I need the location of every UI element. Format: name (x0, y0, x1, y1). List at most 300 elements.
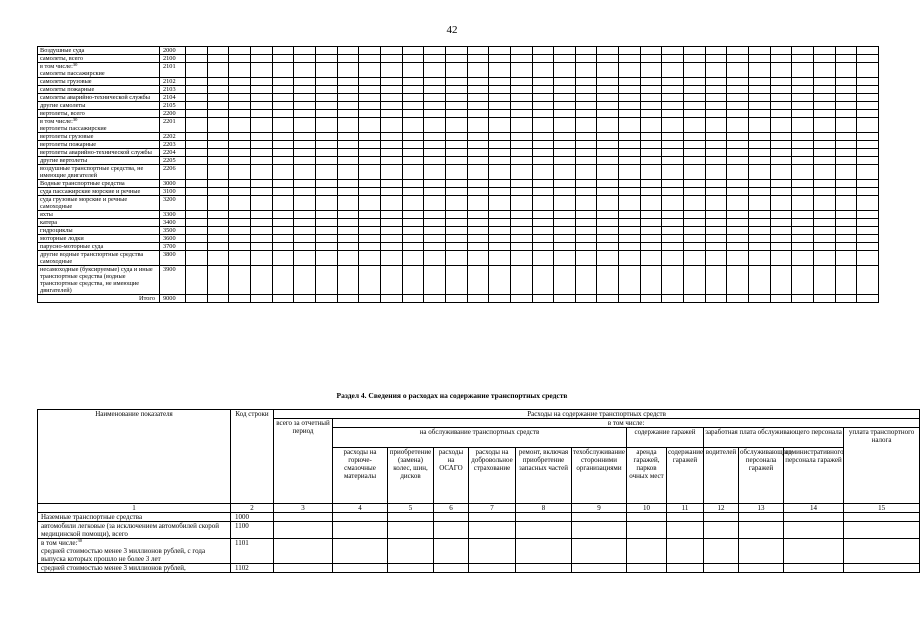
value-cell[interactable] (844, 522, 920, 539)
value-cell[interactable] (272, 188, 294, 196)
value-cell[interactable] (597, 251, 619, 266)
value-cell[interactable] (575, 180, 597, 188)
value-cell[interactable] (359, 235, 381, 243)
value-cell[interactable] (315, 211, 337, 219)
value-cell[interactable] (619, 243, 641, 251)
value-cell[interactable] (315, 188, 337, 196)
value-cell[interactable] (749, 55, 771, 63)
value-cell[interactable] (684, 94, 706, 102)
value-cell[interactable] (597, 235, 619, 243)
value-cell[interactable] (467, 235, 489, 243)
value-cell[interactable] (207, 149, 229, 157)
value-cell[interactable] (315, 149, 337, 157)
value-cell[interactable] (640, 295, 662, 303)
value-cell[interactable] (749, 251, 771, 266)
value-cell[interactable] (315, 227, 337, 235)
value-cell[interactable] (640, 118, 662, 133)
value-cell[interactable] (857, 251, 879, 266)
value-cell[interactable] (784, 522, 844, 539)
value-cell[interactable] (186, 243, 208, 251)
value-cell[interactable] (337, 55, 359, 63)
value-cell[interactable] (814, 165, 836, 180)
value-cell[interactable] (489, 235, 511, 243)
value-cell[interactable] (792, 235, 814, 243)
value-cell[interactable] (770, 149, 792, 157)
value-cell[interactable] (619, 118, 641, 133)
value-cell[interactable] (857, 102, 879, 110)
value-cell[interactable] (619, 63, 641, 78)
value-cell[interactable] (402, 149, 424, 157)
value-cell[interactable] (640, 133, 662, 141)
value-cell[interactable] (467, 188, 489, 196)
value-cell[interactable] (704, 513, 739, 522)
value-cell[interactable] (489, 165, 511, 180)
value-cell[interactable] (554, 102, 576, 110)
value-cell[interactable] (294, 165, 316, 180)
value-cell[interactable] (640, 227, 662, 235)
value-cell[interactable] (272, 157, 294, 165)
value-cell[interactable] (380, 211, 402, 219)
value-cell[interactable] (684, 243, 706, 251)
value-cell[interactable] (445, 251, 467, 266)
value-cell[interactable] (727, 63, 749, 78)
value-cell[interactable] (554, 78, 576, 86)
value-cell[interactable] (814, 196, 836, 211)
value-cell[interactable] (207, 295, 229, 303)
value-cell[interactable] (727, 110, 749, 118)
value-cell[interactable] (388, 564, 434, 573)
value-cell[interactable] (250, 235, 272, 243)
value-cell[interactable] (684, 165, 706, 180)
value-cell[interactable] (489, 227, 511, 235)
value-cell[interactable] (662, 188, 684, 196)
value-cell[interactable] (575, 266, 597, 295)
value-cell[interactable] (510, 47, 532, 55)
value-cell[interactable] (380, 266, 402, 295)
value-cell[interactable] (532, 180, 554, 188)
value-cell[interactable] (554, 118, 576, 133)
value-cell[interactable] (814, 211, 836, 219)
value-cell[interactable] (640, 196, 662, 211)
value-cell[interactable] (250, 266, 272, 295)
value-cell[interactable] (575, 211, 597, 219)
value-cell[interactable] (835, 110, 857, 118)
value-cell[interactable] (294, 55, 316, 63)
value-cell[interactable] (835, 180, 857, 188)
value-cell[interactable] (727, 165, 749, 180)
value-cell[interactable] (844, 513, 920, 522)
value-cell[interactable] (337, 211, 359, 219)
value-cell[interactable] (315, 102, 337, 110)
value-cell[interactable] (272, 149, 294, 157)
value-cell[interactable] (467, 133, 489, 141)
value-cell[interactable] (532, 196, 554, 211)
value-cell[interactable] (684, 63, 706, 78)
value-cell[interactable] (294, 180, 316, 188)
value-cell[interactable] (250, 94, 272, 102)
value-cell[interactable] (315, 196, 337, 211)
value-cell[interactable] (532, 188, 554, 196)
value-cell[interactable] (532, 55, 554, 63)
value-cell[interactable] (359, 102, 381, 110)
value-cell[interactable] (402, 235, 424, 243)
value-cell[interactable] (705, 180, 727, 188)
value-cell[interactable] (380, 78, 402, 86)
value-cell[interactable] (337, 118, 359, 133)
value-cell[interactable] (315, 251, 337, 266)
value-cell[interactable] (467, 110, 489, 118)
value-cell[interactable] (814, 47, 836, 55)
value-cell[interactable] (467, 63, 489, 78)
value-cell[interactable] (554, 63, 576, 78)
value-cell[interactable] (337, 227, 359, 235)
value-cell[interactable] (250, 47, 272, 55)
value-cell[interactable] (229, 165, 251, 180)
value-cell[interactable] (857, 227, 879, 235)
value-cell[interactable] (749, 149, 771, 157)
value-cell[interactable] (532, 133, 554, 141)
value-cell[interactable] (532, 78, 554, 86)
value-cell[interactable] (835, 235, 857, 243)
value-cell[interactable] (274, 513, 333, 522)
value-cell[interactable] (207, 266, 229, 295)
value-cell[interactable] (770, 211, 792, 219)
value-cell[interactable] (554, 94, 576, 102)
value-cell[interactable] (532, 47, 554, 55)
value-cell[interactable] (554, 110, 576, 118)
value-cell[interactable] (619, 211, 641, 219)
value-cell[interactable] (739, 522, 784, 539)
value-cell[interactable] (359, 133, 381, 141)
value-cell[interactable] (667, 539, 704, 564)
value-cell[interactable] (792, 211, 814, 219)
value-cell[interactable] (445, 243, 467, 251)
value-cell[interactable] (662, 180, 684, 188)
value-cell[interactable] (402, 196, 424, 211)
value-cell[interactable] (424, 102, 446, 110)
value-cell[interactable] (510, 110, 532, 118)
value-cell[interactable] (739, 539, 784, 564)
value-cell[interactable] (274, 539, 333, 564)
value-cell[interactable] (662, 86, 684, 94)
value-cell[interactable] (749, 295, 771, 303)
value-cell[interactable] (294, 86, 316, 94)
value-cell[interactable] (640, 157, 662, 165)
value-cell[interactable] (510, 63, 532, 78)
value-cell[interactable] (229, 133, 251, 141)
value-cell[interactable] (186, 235, 208, 243)
value-cell[interactable] (554, 219, 576, 227)
value-cell[interactable] (814, 110, 836, 118)
value-cell[interactable] (186, 211, 208, 219)
value-cell[interactable] (749, 94, 771, 102)
value-cell[interactable] (662, 295, 684, 303)
value-cell[interactable] (207, 133, 229, 141)
value-cell[interactable] (640, 78, 662, 86)
value-cell[interactable] (333, 564, 388, 573)
value-cell[interactable] (640, 149, 662, 157)
value-cell[interactable] (380, 102, 402, 110)
value-cell[interactable] (727, 133, 749, 141)
value-cell[interactable] (705, 86, 727, 94)
value-cell[interactable] (792, 94, 814, 102)
value-cell[interactable] (337, 63, 359, 78)
value-cell[interactable] (207, 227, 229, 235)
value-cell[interactable] (272, 118, 294, 133)
value-cell[interactable] (575, 295, 597, 303)
value-cell[interactable] (684, 78, 706, 86)
value-cell[interactable] (814, 149, 836, 157)
value-cell[interactable] (844, 564, 920, 573)
value-cell[interactable] (229, 211, 251, 219)
value-cell[interactable] (835, 295, 857, 303)
value-cell[interactable] (186, 110, 208, 118)
value-cell[interactable] (402, 165, 424, 180)
value-cell[interactable] (572, 564, 627, 573)
value-cell[interactable] (814, 141, 836, 149)
value-cell[interactable] (705, 235, 727, 243)
value-cell[interactable] (359, 149, 381, 157)
value-cell[interactable] (814, 118, 836, 133)
value-cell[interactable] (186, 118, 208, 133)
value-cell[interactable] (532, 118, 554, 133)
value-cell[interactable] (467, 196, 489, 211)
value-cell[interactable] (792, 295, 814, 303)
value-cell[interactable] (640, 165, 662, 180)
value-cell[interactable] (402, 180, 424, 188)
value-cell[interactable] (684, 86, 706, 94)
value-cell[interactable] (814, 266, 836, 295)
value-cell[interactable] (380, 55, 402, 63)
value-cell[interactable] (597, 243, 619, 251)
value-cell[interactable] (294, 149, 316, 157)
value-cell[interactable] (792, 180, 814, 188)
value-cell[interactable] (532, 211, 554, 219)
value-cell[interactable] (402, 94, 424, 102)
value-cell[interactable] (445, 141, 467, 149)
value-cell[interactable] (662, 165, 684, 180)
value-cell[interactable] (380, 219, 402, 227)
value-cell[interactable] (770, 141, 792, 149)
value-cell[interactable] (597, 211, 619, 219)
value-cell[interactable] (662, 63, 684, 78)
value-cell[interactable] (814, 235, 836, 243)
value-cell[interactable] (835, 227, 857, 235)
value-cell[interactable] (207, 180, 229, 188)
value-cell[interactable] (445, 133, 467, 141)
value-cell[interactable] (597, 165, 619, 180)
value-cell[interactable] (272, 196, 294, 211)
value-cell[interactable] (704, 522, 739, 539)
value-cell[interactable] (315, 133, 337, 141)
value-cell[interactable] (749, 180, 771, 188)
value-cell[interactable] (532, 63, 554, 78)
value-cell[interactable] (467, 251, 489, 266)
value-cell[interactable] (186, 133, 208, 141)
value-cell[interactable] (619, 149, 641, 157)
value-cell[interactable] (469, 522, 516, 539)
value-cell[interactable] (402, 295, 424, 303)
value-cell[interactable] (727, 102, 749, 110)
value-cell[interactable] (402, 118, 424, 133)
value-cell[interactable] (272, 133, 294, 141)
value-cell[interactable] (575, 149, 597, 157)
value-cell[interactable] (749, 63, 771, 78)
value-cell[interactable] (575, 251, 597, 266)
value-cell[interactable] (207, 188, 229, 196)
value-cell[interactable] (705, 157, 727, 165)
value-cell[interactable] (229, 251, 251, 266)
value-cell[interactable] (424, 196, 446, 211)
value-cell[interactable] (294, 133, 316, 141)
value-cell[interactable] (575, 165, 597, 180)
value-cell[interactable] (627, 539, 667, 564)
value-cell[interactable] (532, 219, 554, 227)
value-cell[interactable] (489, 118, 511, 133)
value-cell[interactable] (186, 157, 208, 165)
value-cell[interactable] (272, 63, 294, 78)
value-cell[interactable] (770, 102, 792, 110)
value-cell[interactable] (792, 78, 814, 86)
value-cell[interactable] (469, 539, 516, 564)
value-cell[interactable] (207, 157, 229, 165)
value-cell[interactable] (575, 219, 597, 227)
value-cell[interactable] (575, 133, 597, 141)
value-cell[interactable] (684, 227, 706, 235)
value-cell[interactable] (434, 539, 469, 564)
value-cell[interactable] (337, 94, 359, 102)
value-cell[interactable] (554, 266, 576, 295)
value-cell[interactable] (814, 55, 836, 63)
value-cell[interactable] (575, 55, 597, 63)
value-cell[interactable] (597, 63, 619, 78)
value-cell[interactable] (402, 219, 424, 227)
value-cell[interactable] (359, 86, 381, 94)
value-cell[interactable] (229, 157, 251, 165)
value-cell[interactable] (510, 266, 532, 295)
value-cell[interactable] (619, 47, 641, 55)
value-cell[interactable] (315, 94, 337, 102)
value-cell[interactable] (662, 227, 684, 235)
value-cell[interactable] (186, 63, 208, 78)
value-cell[interactable] (792, 110, 814, 118)
value-cell[interactable] (359, 94, 381, 102)
value-cell[interactable] (489, 180, 511, 188)
value-cell[interactable] (784, 513, 844, 522)
value-cell[interactable] (315, 47, 337, 55)
value-cell[interactable] (792, 118, 814, 133)
value-cell[interactable] (294, 211, 316, 219)
value-cell[interactable] (575, 235, 597, 243)
value-cell[interactable] (619, 227, 641, 235)
value-cell[interactable] (814, 133, 836, 141)
value-cell[interactable] (749, 165, 771, 180)
value-cell[interactable] (359, 243, 381, 251)
value-cell[interactable] (792, 219, 814, 227)
value-cell[interactable] (597, 47, 619, 55)
value-cell[interactable] (207, 235, 229, 243)
value-cell[interactable] (489, 133, 511, 141)
value-cell[interactable] (770, 196, 792, 211)
value-cell[interactable] (814, 219, 836, 227)
value-cell[interactable] (835, 86, 857, 94)
value-cell[interactable] (792, 63, 814, 78)
value-cell[interactable] (857, 295, 879, 303)
value-cell[interactable] (662, 235, 684, 243)
value-cell[interactable] (272, 227, 294, 235)
value-cell[interactable] (662, 78, 684, 86)
value-cell[interactable] (554, 149, 576, 157)
value-cell[interactable] (380, 47, 402, 55)
value-cell[interactable] (662, 94, 684, 102)
value-cell[interactable] (532, 235, 554, 243)
value-cell[interactable] (814, 86, 836, 94)
value-cell[interactable] (388, 522, 434, 539)
value-cell[interactable] (467, 118, 489, 133)
value-cell[interactable] (770, 227, 792, 235)
value-cell[interactable] (272, 165, 294, 180)
value-cell[interactable] (445, 295, 467, 303)
value-cell[interactable] (229, 63, 251, 78)
value-cell[interactable] (575, 243, 597, 251)
value-cell[interactable] (749, 118, 771, 133)
value-cell[interactable] (770, 110, 792, 118)
value-cell[interactable] (705, 110, 727, 118)
value-cell[interactable] (250, 243, 272, 251)
value-cell[interactable] (727, 157, 749, 165)
value-cell[interactable] (814, 251, 836, 266)
value-cell[interactable] (597, 118, 619, 133)
value-cell[interactable] (619, 165, 641, 180)
value-cell[interactable] (445, 219, 467, 227)
value-cell[interactable] (489, 94, 511, 102)
value-cell[interactable] (229, 118, 251, 133)
value-cell[interactable] (380, 94, 402, 102)
value-cell[interactable] (575, 94, 597, 102)
value-cell[interactable] (662, 133, 684, 141)
value-cell[interactable] (186, 196, 208, 211)
value-cell[interactable] (434, 564, 469, 573)
value-cell[interactable] (359, 141, 381, 149)
value-cell[interactable] (532, 243, 554, 251)
value-cell[interactable] (489, 110, 511, 118)
value-cell[interactable] (424, 157, 446, 165)
value-cell[interactable] (597, 102, 619, 110)
value-cell[interactable] (727, 243, 749, 251)
value-cell[interactable] (597, 78, 619, 86)
value-cell[interactable] (857, 211, 879, 219)
value-cell[interactable] (727, 295, 749, 303)
value-cell[interactable] (186, 55, 208, 63)
value-cell[interactable] (554, 55, 576, 63)
value-cell[interactable] (207, 219, 229, 227)
value-cell[interactable] (749, 157, 771, 165)
value-cell[interactable] (315, 295, 337, 303)
value-cell[interactable] (770, 63, 792, 78)
value-cell[interactable] (814, 227, 836, 235)
value-cell[interactable] (510, 55, 532, 63)
value-cell[interactable] (207, 102, 229, 110)
value-cell[interactable] (207, 47, 229, 55)
value-cell[interactable] (516, 522, 572, 539)
value-cell[interactable] (402, 78, 424, 86)
value-cell[interactable] (727, 180, 749, 188)
value-cell[interactable] (684, 211, 706, 219)
value-cell[interactable] (857, 86, 879, 94)
value-cell[interactable] (835, 188, 857, 196)
value-cell[interactable] (510, 86, 532, 94)
value-cell[interactable] (575, 227, 597, 235)
